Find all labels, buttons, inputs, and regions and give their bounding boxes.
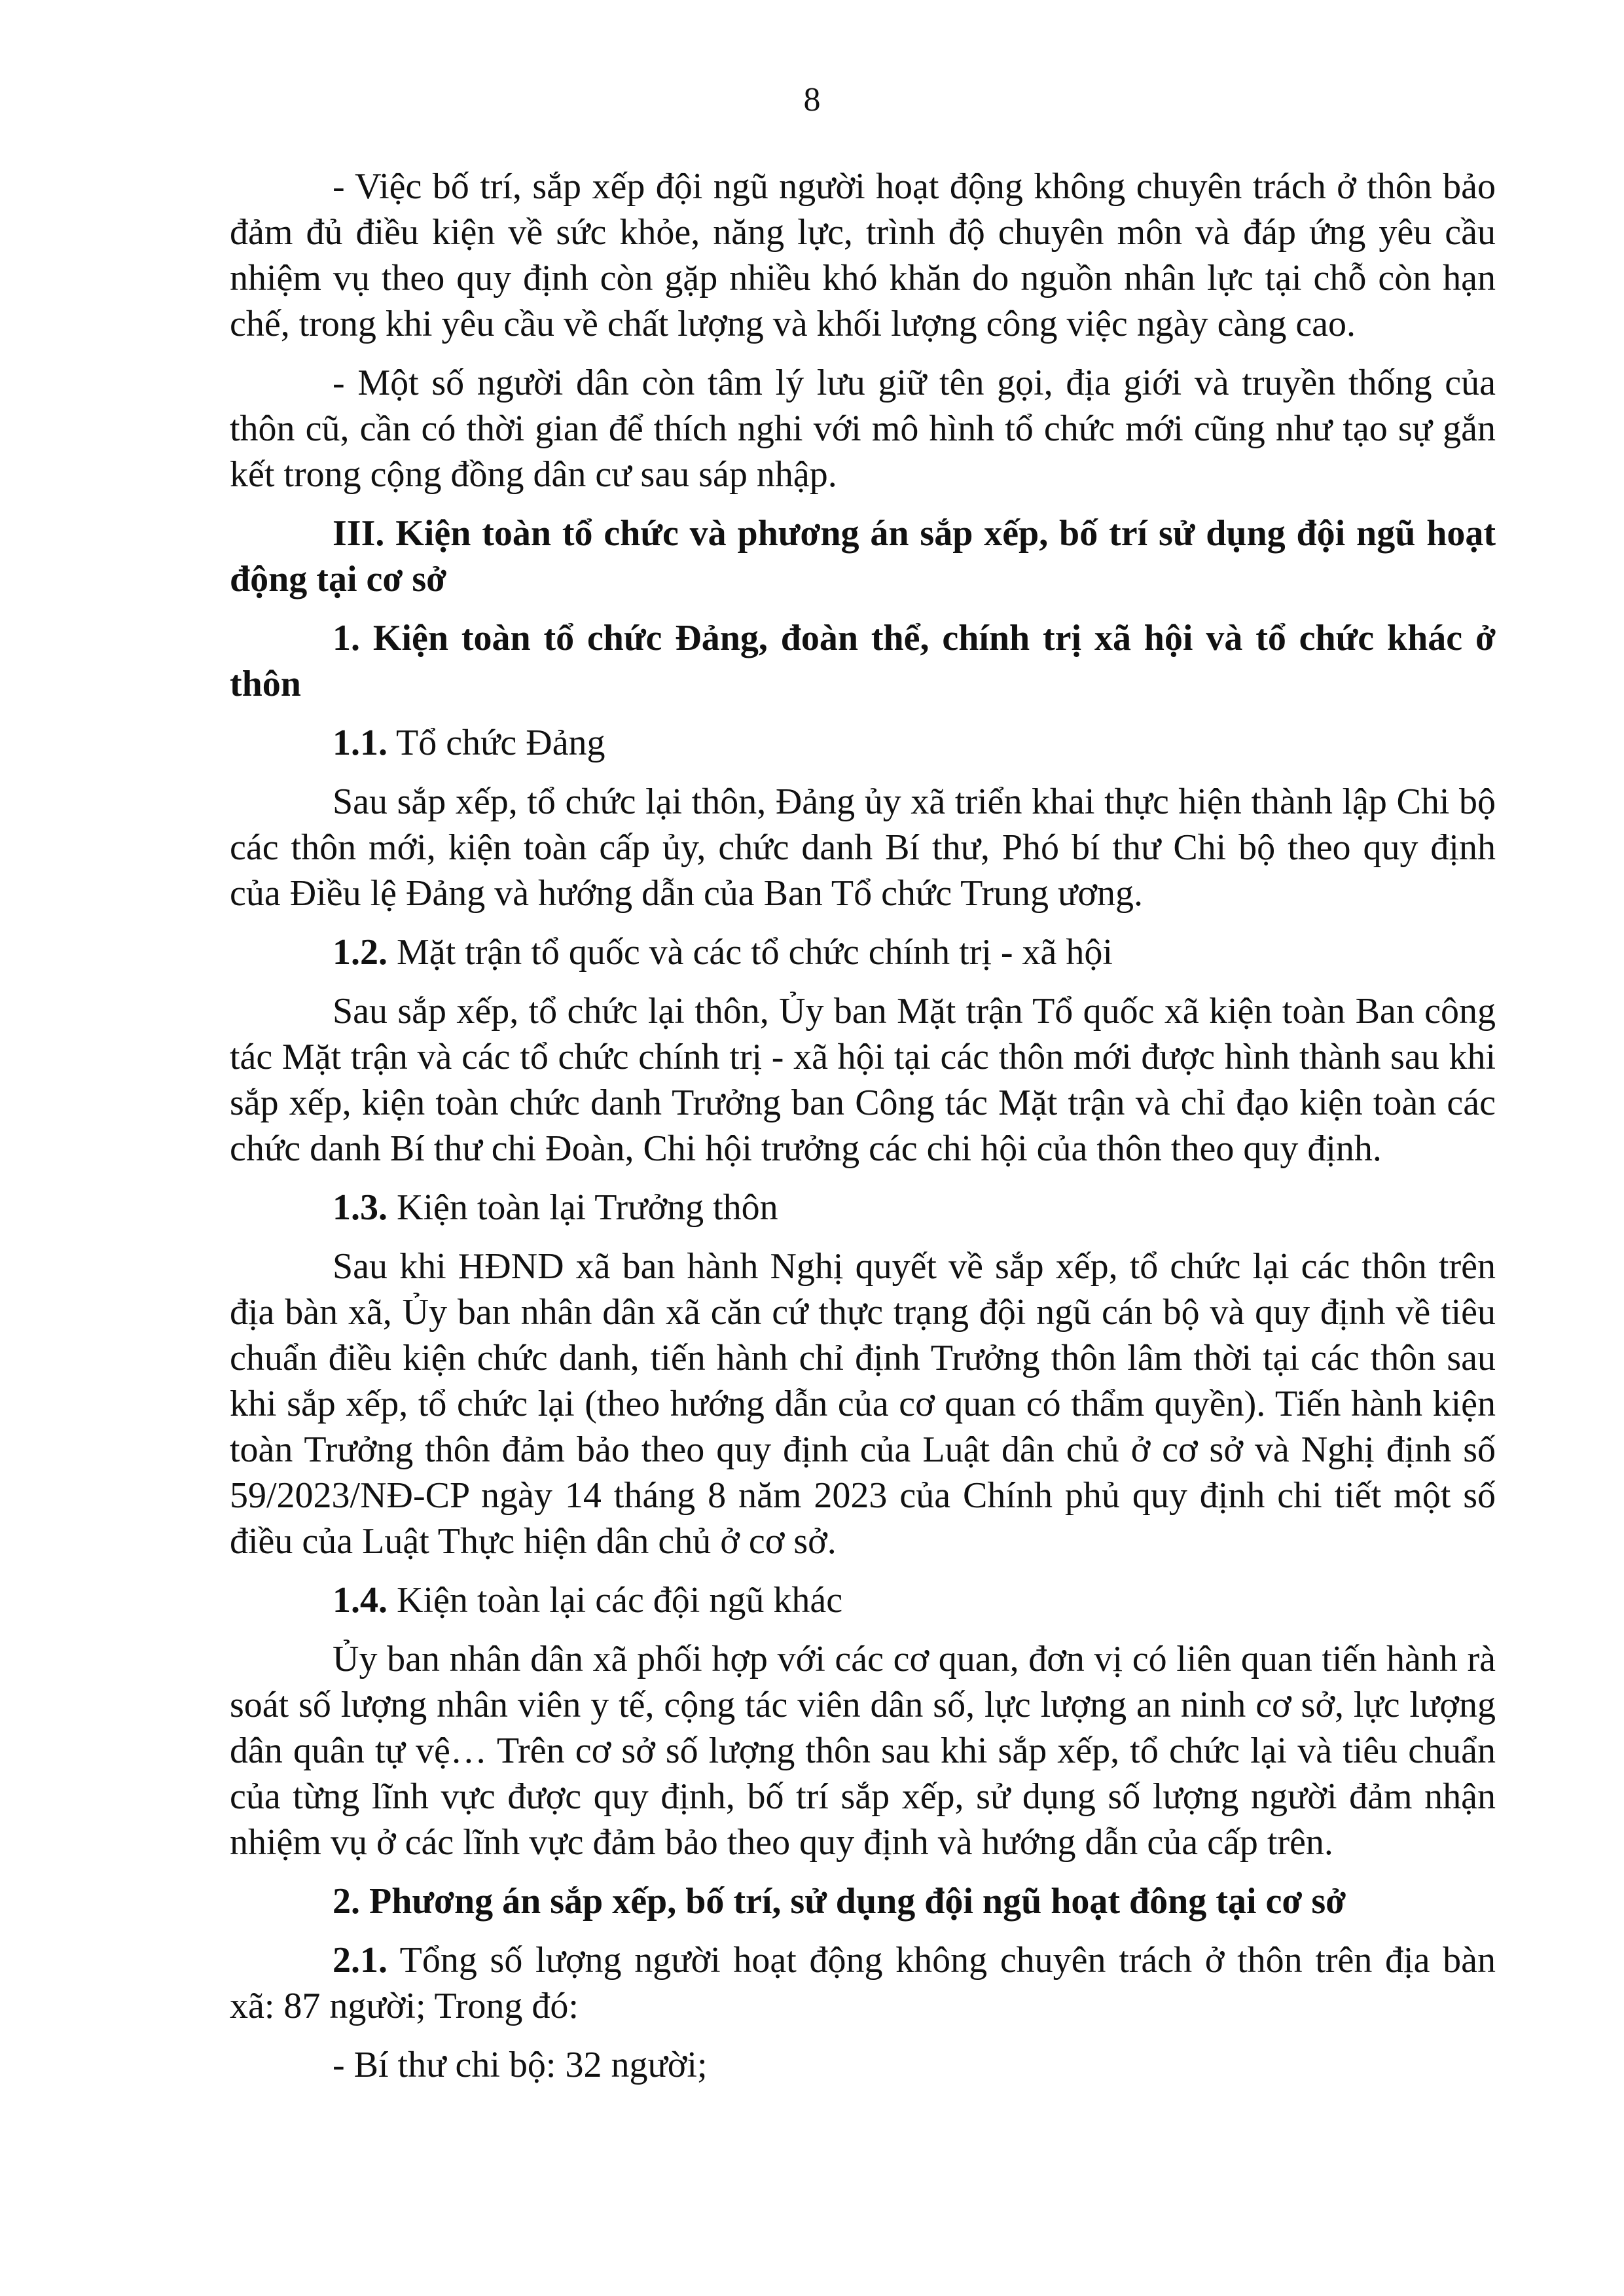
heading-section-III: III. Kiện toàn tổ chức và phương án sắp xếp, bố trí sử dụng đội ngũ hoạt động tại cơ sở [230,513,1496,600]
heading-section-1-4 [230,1577,1496,1623]
heading-section-1-3 [230,1185,1496,1230]
heading-section-1: 1. Kiện toàn tổ chức Đảng, đoàn thể, chính trị xã hội và tổ chức khác ở thôn [230,618,1496,704]
page-number: 8 [803,81,821,118]
section-number: 1.2. [333,932,388,973]
section-number: 1.4. [333,1580,388,1621]
paragraph-fatherland-front: Sau sắp xếp, tổ chức lại thôn, Ủy ban Mặt trận Tổ quốc xã kiện toàn Ban công tác Mặt trận và các tổ chức chính trị - xã hội tại các thôn mới được hình thành sau khi sắp xếp, kiện toàn chức danh Trưởng ban Công tác Mặt trận và chỉ đạo kiện toàn các chức danh Bí thư chi Đoàn, Chi hội trưởng các chi hội của thôn theo quy định. [230,991,1496,1169]
heading-section-1-2 [230,929,1496,975]
paragraph-resident-sentiment: - Một số người dân còn tâm lý lưu giữ tên gọi, địa giới và truyền thống của thôn cũ, cần có thời gian để thích nghi với mô hình tổ chức mới cũng như tạo sự gắn kết trong cộng đồng dân cư sau sáp nhập. [230,363,1496,495]
section-title: Kiện toàn lại Trưởng thôn [388,1187,778,1228]
paragraph-party-secretaries: - Bí thư chi bộ: 32 người; [333,2045,708,2085]
paragraph-staff-total [230,1937,1496,2029]
section-title: Mặt trận tổ quốc và các tổ chức chính trị - xã hội [388,932,1113,973]
document-body [230,164,1496,2101]
section-title: Tổ chức Đảng [388,723,605,763]
section-title: Kiện toàn lại các đội ngũ khác [388,1580,843,1621]
paragraph-party-organization: Sau sắp xếp, tổ chức lại thôn, Đảng ủy xã triển khai thực hiện thành lập Chi bộ các thôn mới, kiện toàn cấp ủy, chức danh Bí thư, Phó bí thư Chi bộ theo quy định của Điều lệ Đảng và hướng dẫn của Ban Tổ chức Trung ương. [230,781,1496,914]
paragraph-other-teams: Ủy ban nhân dân xã phối hợp với các cơ quan, đơn vị có liên quan tiến hành rà soát số lượng nhân viên y tế, cộng tác viên dân số, lực lượng an ninh cơ sở, lực lượng dân quân tự vệ… Trên cơ sở số lượng thôn sau khi sắp xếp, tổ chức lại và tiêu chuẩn của từng lĩnh vực được quy định, bố trí sắp xếp, sử dụng số lượng người đảm nhận nhiệm vụ ở các lĩnh vực đảm bảo theo quy định và hướng dẫn của cấp trên. [230,1639,1496,1863]
section-number: 1.1. [333,723,388,763]
section-number: 1.3. [333,1187,388,1228]
section-number: 2.1. [333,1940,388,1981]
section-text: Tổng số lượng người hoạt động không chuyên trách ở thôn trên địa bàn xã: 87 người; Trong đó: [230,1940,1496,2026]
paragraph-staffing-difficulty: - Việc bố trí, sắp xếp đội ngũ người hoạt động không chuyên trách ở thôn bảo đảm đủ điều kiện về sức khỏe, năng lực, trình độ chuyên môn và đáp ứng yêu cầu nhiệm vụ theo quy định còn gặp nhiều khó khăn do nguồn nhân lực tại chỗ còn hạn chế, trong khi yêu cầu về chất lượng và khối lượng công việc ngày càng cao. [230,166,1496,344]
paragraph-village-head: Sau khi HĐND xã ban hành Nghị quyết về sắp xếp, tổ chức lại các thôn trên địa bàn xã, Ủy ban nhân dân xã căn cứ thực trạng đội ngũ cán bộ và quy định về tiêu chuẩn điều kiện chức danh, tiến hành chỉ định Trưởng thôn lâm thời tại các thôn sau khi sắp xếp, tổ chức lại (theo hướng dẫn của cơ quan có thẩm quyền). Tiến hành kiện toàn Trưởng thôn đảm bảo theo quy định của Luật dân chủ ở cơ sở và Nghị định số 59/2023/NĐ-CP ngày 14 tháng 8 năm 2023 của Chính phủ quy định chi tiết một số điều của Luật Thực hiện dân chủ ở cơ sở. [230,1246,1496,1562]
heading-section-2: 2. Phương án sắp xếp, bố trí, sử dụng đội ngũ hoạt đông tại cơ sở [333,1881,1346,1922]
heading-section-1-1 [230,720,1496,766]
